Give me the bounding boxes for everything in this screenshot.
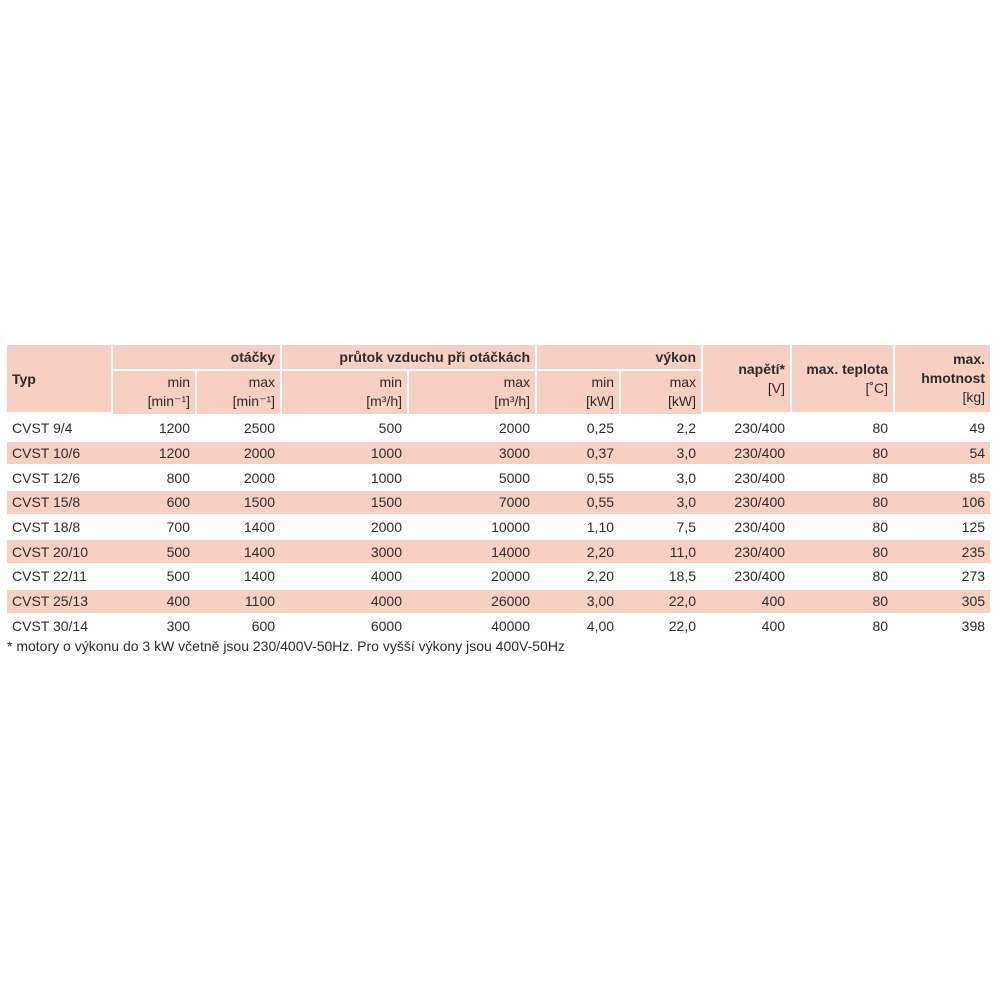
table-cell: 11,0 xyxy=(619,538,701,563)
header-sub-label: max xyxy=(248,374,276,390)
table-cell: 7000 xyxy=(407,489,535,514)
table-row xyxy=(7,440,990,465)
header-max-teplota-label: max. teplota xyxy=(806,360,889,377)
header-vykon: výkon xyxy=(535,345,701,371)
table-cell: 3,0 xyxy=(619,464,701,489)
table-cell: 2000 xyxy=(195,464,280,489)
table-cell: 80 xyxy=(790,538,893,563)
table-cell: 235 xyxy=(893,538,990,563)
table-cell: 1000 xyxy=(280,440,407,465)
table-row xyxy=(7,464,990,489)
table-cell: 2,2 xyxy=(619,414,701,440)
header-typ: Typ xyxy=(7,345,111,414)
table-cell: 7,5 xyxy=(619,514,701,539)
table-cell: 1400 xyxy=(195,514,280,539)
table-cell: 800 xyxy=(111,464,195,489)
header-napeti-unit: [V] xyxy=(767,379,786,396)
table-cell: 5000 xyxy=(407,464,535,489)
table-cell: 400 xyxy=(111,588,195,613)
table-cell: 1200 xyxy=(111,414,195,440)
table-cell: 500 xyxy=(280,414,407,440)
header-hmotnost-unit: [kg] xyxy=(962,389,986,405)
table-cell: 600 xyxy=(195,613,280,638)
table-cell: 500 xyxy=(111,563,195,588)
table-row xyxy=(7,514,990,539)
table-cell: 49 xyxy=(893,414,990,440)
table-cell: 26000 xyxy=(407,588,535,613)
table-cell: 3000 xyxy=(407,440,535,465)
table-cell: 398 xyxy=(893,613,990,638)
table-cell: 4,00 xyxy=(535,613,619,638)
table-row xyxy=(7,538,990,563)
table-cell: 80 xyxy=(790,489,893,514)
table-cell: 14000 xyxy=(407,538,535,563)
header-otacky: otáčky xyxy=(111,345,280,371)
table-cell: 600 xyxy=(111,489,195,514)
table-cell: 125 xyxy=(893,514,990,539)
table-cell: 4000 xyxy=(280,588,407,613)
table-cell: 230/400 xyxy=(701,440,790,465)
header-sub-unit: [min⁻¹] xyxy=(147,393,190,409)
header-sub-unit: [kW] xyxy=(586,393,615,409)
table-cell: 1400 xyxy=(195,563,280,588)
table-cell: 230/400 xyxy=(701,563,790,588)
table-cell: 230/400 xyxy=(701,514,790,539)
table-cell: 2000 xyxy=(280,514,407,539)
table-cell: 1400 xyxy=(195,538,280,563)
table-cell: 300 xyxy=(111,613,195,638)
table-cell: 3,0 xyxy=(619,440,701,465)
table-cell: 80 xyxy=(790,588,893,613)
header-sub-label: max xyxy=(669,374,697,390)
table-cell: 3000 xyxy=(280,538,407,563)
table-cell: 1100 xyxy=(195,588,280,613)
table-cell: 2000 xyxy=(407,414,535,440)
table-cell: 400 xyxy=(701,613,790,638)
footnote: * motory o výkonu do 3 kW včetně jsou 230/400V-50Hz. Pro vyšší výkony jsou 400V-50Hz xyxy=(7,638,565,654)
table-cell: 0,55 xyxy=(535,464,619,489)
table-cell: 230/400 xyxy=(701,489,790,514)
table-cell: 6000 xyxy=(280,613,407,638)
header-hmotnost-line1: max. xyxy=(953,351,986,367)
header-hmotnost-line2: hmotnost xyxy=(921,370,986,386)
header-sub-label: min xyxy=(379,374,403,390)
table-cell: 80 xyxy=(790,613,893,638)
table-cell: 0,55 xyxy=(535,489,619,514)
table-row xyxy=(7,489,990,514)
table-cell: 1200 xyxy=(111,440,195,465)
table-cell: 2500 xyxy=(195,414,280,440)
header-sub-cell xyxy=(535,371,619,414)
header-prutok: průtok vzduchu při otáčkách xyxy=(280,345,535,371)
table-cell: 400 xyxy=(701,588,790,613)
table-cell: 80 xyxy=(790,414,893,440)
table-cell: 500 xyxy=(111,538,195,563)
table-cell: 305 xyxy=(893,588,990,613)
table-cell: 230/400 xyxy=(701,414,790,440)
table-cell-type: CVST 12/6 xyxy=(7,464,111,489)
header-sub-label: min xyxy=(167,374,190,390)
table-row xyxy=(7,588,990,613)
table-cell-type: CVST 18/8 xyxy=(7,514,111,539)
table-cell: 0,25 xyxy=(535,414,619,440)
header-napeti xyxy=(701,345,790,414)
table-cell: 1500 xyxy=(195,489,280,514)
table-cell: 20000 xyxy=(407,563,535,588)
table-row xyxy=(7,563,990,588)
header-sub-cell xyxy=(195,371,280,414)
table-cell-type: CVST 15/8 xyxy=(7,489,111,514)
table-cell-type: CVST 9/4 xyxy=(7,414,111,440)
table-cell: 22,0 xyxy=(619,588,701,613)
table-cell-type: CVST 25/13 xyxy=(7,588,111,613)
header-sub-unit: [m³/h] xyxy=(366,393,403,409)
header-sub-cell xyxy=(111,371,195,414)
table-cell-type: CVST 10/6 xyxy=(7,440,111,465)
header-sub-unit: [m³/h] xyxy=(494,393,531,409)
table-cell: 2,20 xyxy=(535,538,619,563)
table-cell: 54 xyxy=(893,440,990,465)
table-cell: 2,20 xyxy=(535,563,619,588)
table-cell: 3,0 xyxy=(619,489,701,514)
header-max-teplota-unit: [˚C] xyxy=(865,379,889,396)
table-cell: 4000 xyxy=(280,563,407,588)
table-cell: 273 xyxy=(893,563,990,588)
header-napeti-label: napětí* xyxy=(738,360,786,377)
table-row xyxy=(7,414,990,440)
table-cell: 1000 xyxy=(280,464,407,489)
table-cell: 106 xyxy=(893,489,990,514)
table-cell: 18,5 xyxy=(619,563,701,588)
header-sub-cell xyxy=(619,371,701,414)
table-cell: 2000 xyxy=(195,440,280,465)
header-sub-unit: [min⁻¹] xyxy=(232,393,276,409)
table-cell: 22,0 xyxy=(619,613,701,638)
table-cell: 80 xyxy=(790,514,893,539)
table-cell: 80 xyxy=(790,563,893,588)
header-row-1 xyxy=(7,345,990,371)
table-cell: 85 xyxy=(893,464,990,489)
table-cell: 3,00 xyxy=(535,588,619,613)
header-sub-label: min xyxy=(591,374,615,390)
header-sub-unit: [kW] xyxy=(668,393,697,409)
table-cell: 230/400 xyxy=(701,464,790,489)
table-cell-type: CVST 20/10 xyxy=(7,538,111,563)
header-hmotnost xyxy=(893,345,990,414)
table-cell: 230/400 xyxy=(701,538,790,563)
table-cell-type: CVST 30/14 xyxy=(7,613,111,638)
table-cell: 10000 xyxy=(407,514,535,539)
table-cell: 1,10 xyxy=(535,514,619,539)
header-sub-label: max xyxy=(503,374,531,390)
header-sub-cell xyxy=(280,371,407,414)
table-cell: 0,37 xyxy=(535,440,619,465)
table-cell-type: CVST 22/11 xyxy=(7,563,111,588)
table-cell: 700 xyxy=(111,514,195,539)
table-cell: 40000 xyxy=(407,613,535,638)
table-cell: 1500 xyxy=(280,489,407,514)
table-cell: 80 xyxy=(790,440,893,465)
table-cell: 80 xyxy=(790,464,893,489)
spec-table xyxy=(7,345,990,637)
header-sub-cell xyxy=(407,371,535,414)
table-row xyxy=(7,613,990,638)
header-max-teplota xyxy=(790,345,893,414)
